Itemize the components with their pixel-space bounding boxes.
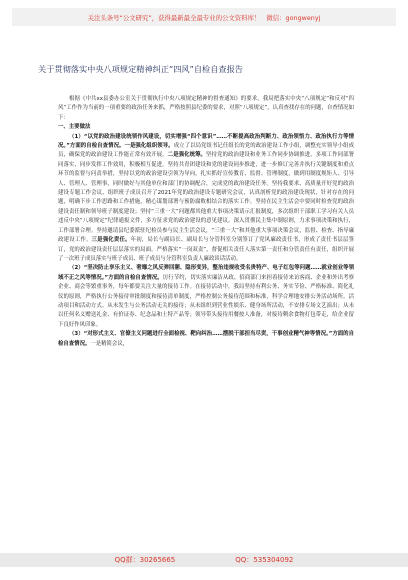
body-paragraph (58, 264, 354, 330)
top-banner (12, 8, 396, 26)
paragraph-text: 成立了以局党组书记任组长的党的政治建设工作小组，调整充实领导小组成员，确保党的政治建设工作能正常有效开展。 (58, 143, 354, 159)
body-paragraph (58, 95, 354, 123)
paragraph-text: 坚持党的政治建设和业务工作同步协调推进，多项工作同部署同落实，同步发挥工作效用，积极相互促进。坚持共青团建设和党的建设同步推进，进一步修订完善并执行关键制度和重点环节的监督与问责举措，坚持以党的政治建设引领为导向，扎实抓好宣传教育、监督、管理制度，做到用制度规矩人、引导人、管理人、管理事，同时做好与其他单位和部门的协调配合，完成党的政治建设任务。坚持我要求、高质量开好党的政治建设专题工作会议，组织班子成员召开了2021年党的政治建设专题研究会议，认真剖析党的政治建设现状，针对存在的问题，明确下步工作思路和工作措施，精心谋划部署与预防腐败相结合的落实工作。坚持在民主生活会中要同时检查党的政治建设责任制和领导班子制度建设；坚持“三重一大”问题都其他重大事项决策请示汇报制度，多次组织干部职工学习有关人员违反中央“八项规定”纪律通报文件，多方征求党的政治建设的意见建议。深入贯彻民主集中制原则，力求事项决策和执行，工作部署合理。坚持邀请县纪委派驻纪检员参与民主生活会议，“三重一大”和其他重大事项决策会议，监督、检查、指导廉政建设工作。 (58, 152, 354, 244)
paragraph-text: 年初，局长与副局长、副局长与分管科室分别签订了党风廉政责任书，形成了责任书层层签订，党的政治建设责任层层落实的局面。严格落实“一岗双责”，督促相关责任人落实第一责任和分管责任有责任，组织开展了一次班子成员落实与班子成员、班子成员与分管科室负责人廉政谈话活动。 (58, 237, 354, 262)
paragraph-heading-text: （3）“对形式主义、官僚主义问题进行全面检视、靶向纠治……摆脱干部担当尽责，干事创业精气神等情况。”方面的自检自查情况。 (58, 331, 354, 347)
paragraph-heading-text: 二是强化统筹。 (167, 152, 207, 159)
body-paragraph (58, 330, 354, 349)
document-title: 关于贯彻落实中央八项规定精神纠正“四风”自检自查报告 (38, 64, 243, 74)
banner-promo-text: 关注头条号“公文研究”，获得最新最全最专业的公文资料库！ (87, 13, 261, 22)
paragraph-text: 一是精简会议， (90, 340, 129, 347)
body-paragraph (58, 133, 354, 265)
footer-qq-group: QQ群：30265665 (114, 556, 176, 564)
paragraph-text: 根据《中共xx县委办公室关于贯彻执行中央八项规定精神的督查通知》的要求，我局把落实中央“八项规定”和反对“四风”工作作为当前的一项重要的政治任务来抓，严格按照县纪委的要求，对照“八项规定”，认真查找存在的问题，自查情况如下： (58, 96, 354, 121)
paragraph-heading-text: 一、主要做法 (58, 124, 91, 131)
paragraph-heading-text: （2）“坚决防止享乐主义、奢靡之风反弹回潮、隐形变异，整治违规收受名贵特产、电子红包等问题……就业创业等领域不正之风等情况。”方面的自检自查情况。 (58, 265, 354, 281)
banner-wechat-text: 微信：gongwenyj (266, 13, 321, 22)
footer-qq: QQ：535304092 (235, 556, 294, 564)
paragraph-text: 厉行节约，切实落实廉洁从政、招商部门来担着接待来访客商、企业和外出考察企业、商会等繁重事务，每年都要关注大量的接待工作。在接待活动中，我局坚持有利公务、务实节俭、严格标准、简化礼仪的原则，严格执行公务接待审批制度和接待清单制度，严格控制公务接待范围和标准，科学合理地安排公务活动场所，活动项目和活动方式。从未发生与公务活动无关的接待；从未组织到营业性娱乐、健身场所活动，不安排专场文艺演出；从未以任何名义赠送礼金、有价证券、纪念品和土特产品等；领导带头接待用餐按人准备，对接待剩余食物打包带走，给企业留下良好作风印象。 (58, 274, 354, 328)
paragraph-heading-text: 三是强化责任。 (91, 237, 131, 244)
bottom-footer (0, 553, 408, 567)
paragraph-heading-text: （1）“以党的政治建设统领作风建设，切实增强“四个意识”……不断提高政治判断力、政治领悟力、政治执行力等情况。”方面的自检自查情况。一是强化组织领导。 (58, 133, 354, 150)
document-body (58, 95, 354, 525)
body-paragraph (58, 123, 354, 132)
